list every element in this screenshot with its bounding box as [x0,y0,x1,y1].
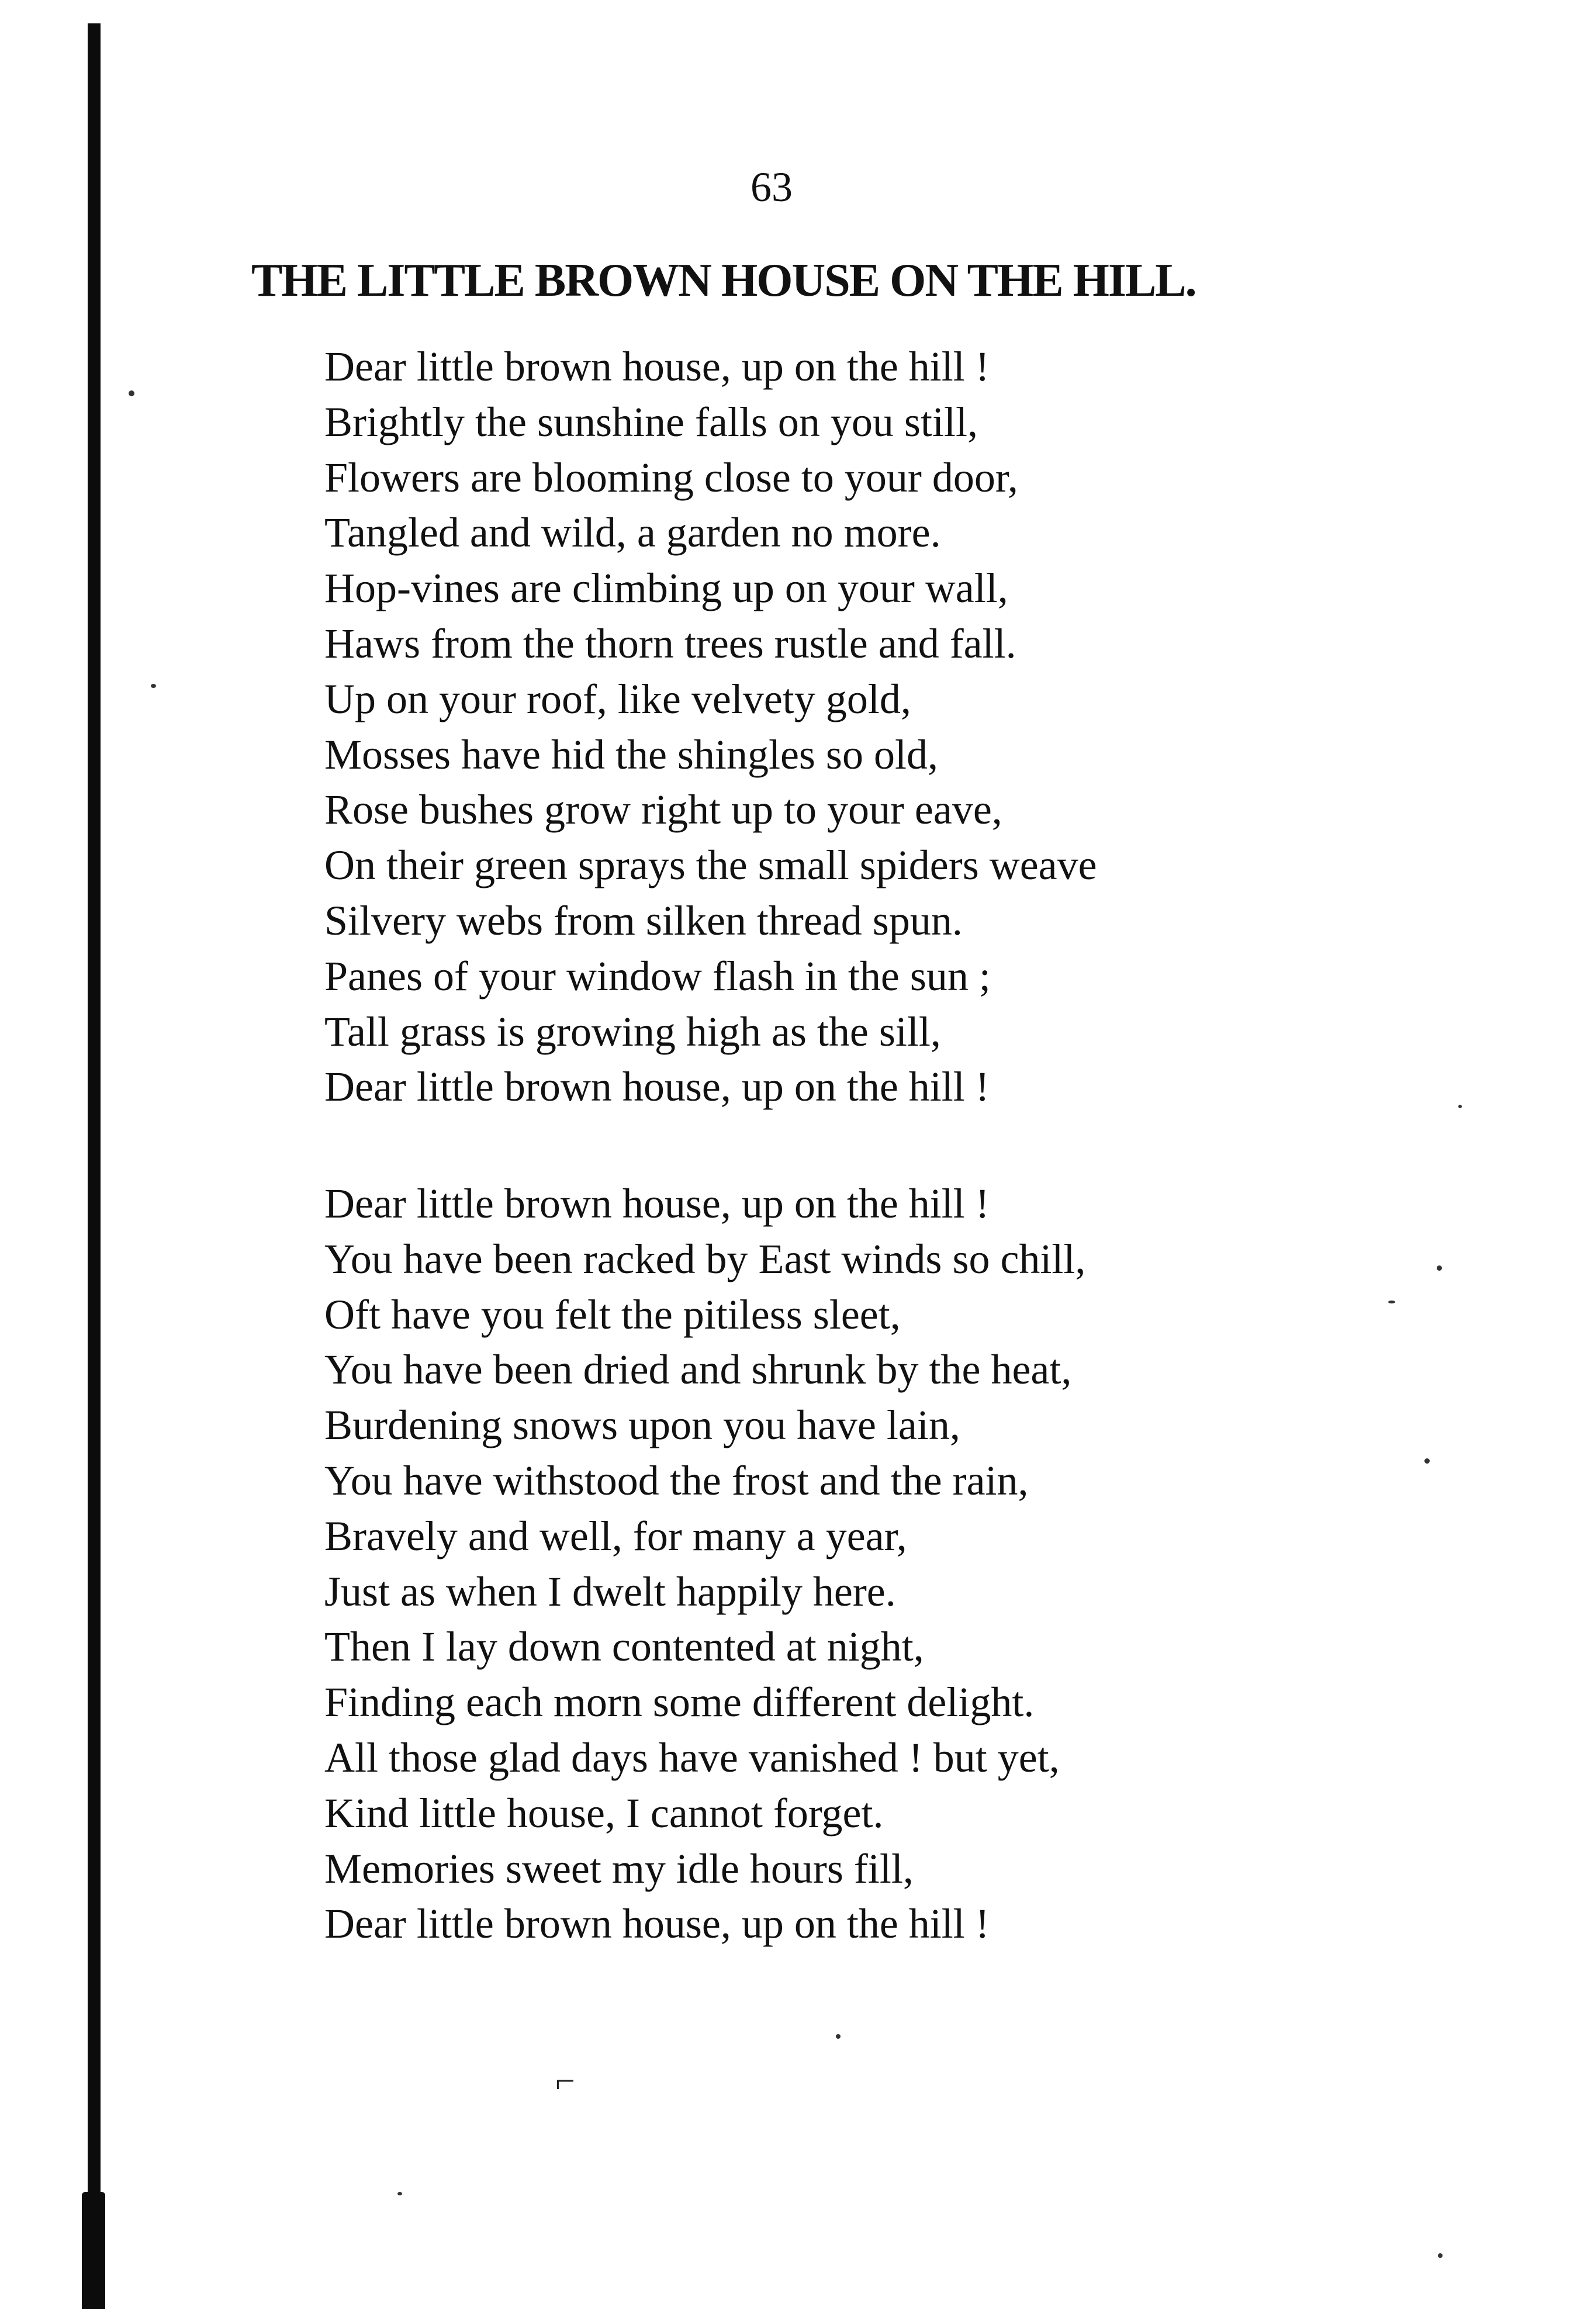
page-binding-edge [88,23,101,2297]
ink-speck [397,2192,402,2195]
poem-line: Oft have you felt the pitiless sleet, [324,1291,901,1338]
ink-speck [151,684,156,688]
poem-line: Rose bushes grow right up to your eave, [324,786,1002,834]
poem-line: Dear little brown house, up on the hill ! [324,343,990,390]
ink-speck [1388,1301,1395,1303]
poem-line: All those glad days have vanished ! but yet, [324,1734,1060,1781]
poem-line: You have been racked by East winds so chill, [324,1235,1086,1282]
poem-line: Kind little house, I cannot forget. [324,1789,884,1837]
stanza-1 [324,339,1377,1115]
poem-title: THE LITTLE BROWN HOUSE ON THE HILL. [251,255,1196,306]
poem-line: Hop-vines are climbing up on your wall, [324,565,1008,612]
poem-line: Dear little brown house, up on the hill ! [324,1063,990,1111]
poem-line: On their green sprays the small spiders weave [324,842,1097,889]
stanza-2 [324,1176,1377,1952]
poem-line: Flowers are blooming close to your door, [324,454,1018,501]
poem-line: Tall grass is growing high as the sill, [324,1008,941,1055]
poem-line: Burdening snows upon you have lain, [324,1402,960,1449]
poem-line: Just as when I dwelt happily here. [324,1568,896,1615]
poem-line: Finding each morn some different delight. [324,1679,1035,1726]
ink-speck [1438,2253,1443,2258]
poem-line: Tangled and wild, a garden no more. [324,509,941,556]
page-binding-edge-bottom [82,2192,105,2309]
poem-line: Brightly the sunshine falls on you still, [324,398,978,445]
poem-line: Up on your roof, like velvety gold, [324,675,911,722]
poem-line: Dear little brown house, up on the hill ! [324,1180,990,1227]
poem-line: Dear little brown house, up on the hill ! [324,1900,990,1948]
poem-line: You have been dried and shrunk by the heat, [324,1346,1072,1393]
ink-speck [836,2034,841,2039]
poem-line: Memories sweet my idle hours fill, [324,1845,914,1892]
poem-line: Panes of your window flash in the sun ; [324,952,991,1000]
poem-line: You have withstood the frost and the rain, [324,1457,1029,1504]
poem-line: Silvery webs from silken thread spun. [324,897,963,944]
poem-line: Bravely and well, for many a year, [324,1512,907,1559]
page-number: 63 [751,164,793,210]
ink-speck [1424,1458,1430,1464]
poem-line: Mosses have hid the shingles so old, [324,731,938,778]
poem-line: Then I lay down contented at night, [324,1623,924,1671]
ink-speck [129,390,134,396]
poem-line: Haws from the thorn trees rustle and fall. [324,620,1016,667]
ink-speck [1458,1105,1462,1108]
ink-flourish-icon: ⌐ [555,2062,575,2100]
ink-speck [1437,1265,1442,1271]
